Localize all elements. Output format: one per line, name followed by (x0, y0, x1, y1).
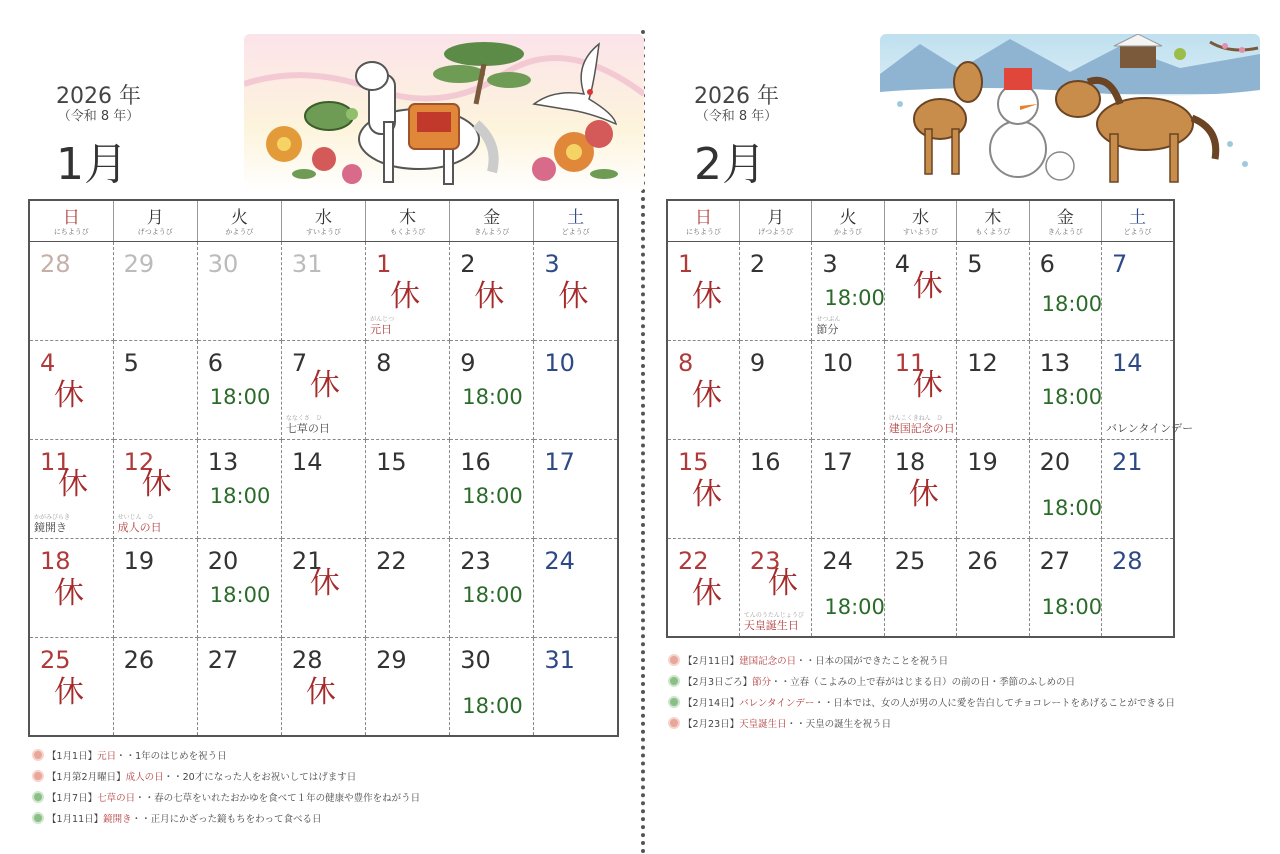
flower-icon (668, 696, 680, 708)
calendar-body (29, 241, 618, 736)
time-label: 18:00 (462, 483, 523, 508)
week-row (667, 340, 1174, 439)
weekday-ruby: すいようび (902, 227, 938, 236)
closed-mark: 休 (474, 278, 505, 314)
note-ruby: せつぶん (816, 315, 841, 323)
legend-item (32, 789, 420, 810)
note-ruby: かがみびらき (34, 513, 71, 521)
day-cell[interactable] (29, 340, 113, 439)
week-row (667, 439, 1174, 538)
weekday-ruby: にちようび (685, 227, 721, 236)
day-note: バレンタインデー (1106, 421, 1194, 435)
weekday-header (450, 200, 534, 241)
weekday-label: 日 (62, 207, 80, 228)
day-cell[interactable] (113, 439, 197, 538)
weekday-ruby: すいようび (305, 227, 341, 236)
weekday-header (957, 200, 1029, 241)
year-block (56, 84, 141, 124)
closed-mark: 休 (309, 367, 340, 403)
week-row (29, 637, 618, 736)
weekday-ruby: かようび (225, 227, 254, 236)
day-note: 成人の日 (117, 520, 162, 534)
day-cell[interactable] (667, 340, 739, 439)
weekday-ruby: かようび (834, 227, 863, 236)
legend-event-name: 七草の日 (97, 793, 136, 804)
day-cell[interactable] (534, 439, 618, 538)
day-number: 7 (1112, 249, 1128, 278)
day-number: 26 (967, 546, 998, 575)
legend-item (32, 768, 420, 789)
time-label: 18:00 (462, 693, 523, 718)
day-number: 12 (967, 348, 998, 377)
week-row (667, 241, 1174, 340)
time-label: 18:00 (824, 285, 885, 310)
weekday-label: 木 (984, 207, 1002, 228)
day-cell[interactable] (667, 538, 739, 637)
day-number: 28 (291, 645, 323, 674)
time-label: 18:00 (462, 582, 523, 607)
closed-mark: 休 (309, 565, 340, 601)
legend-description: ・・1年のはじめを祝う日 (116, 751, 227, 762)
day-cell[interactable] (29, 439, 113, 538)
day-number: 17 (544, 447, 575, 476)
day-note: 元日 (370, 322, 393, 336)
day-cell[interactable] (957, 538, 1029, 637)
flower-icon (668, 654, 680, 666)
day-number: 20 (207, 546, 239, 575)
legend-item (668, 694, 1175, 715)
weekday-header (1029, 200, 1101, 241)
legend-event-name: 元日 (97, 751, 117, 762)
legend-item (32, 810, 420, 831)
day-number: 8 (678, 348, 694, 377)
month-title: 2月 (694, 139, 766, 190)
closed-mark: 休 (141, 466, 172, 502)
note-ruby: てんのうたんじょうび (743, 612, 804, 619)
day-cell[interactable] (113, 538, 197, 637)
closed-mark: 休 (305, 674, 336, 710)
weekday-ruby: もくようび (390, 227, 426, 236)
weekday-header (667, 200, 739, 241)
era-label: （令和 8 年） (695, 109, 778, 124)
day-number: 10 (822, 348, 853, 377)
day-number: 31 (544, 645, 575, 674)
day-cell[interactable] (534, 241, 618, 340)
day-number: 9 (749, 348, 766, 377)
day-number: 1 (376, 249, 392, 278)
day-cell[interactable] (197, 538, 281, 637)
legend-event-name: バレンタインデー (739, 698, 815, 709)
weekday-label: 月 (767, 207, 785, 228)
day-cell[interactable] (1102, 241, 1174, 340)
legend-item (32, 747, 420, 768)
closed-mark: 休 (54, 377, 84, 413)
time-label: 18:00 (1041, 384, 1103, 409)
weekday-header (197, 200, 281, 241)
time-label: 18:00 (824, 594, 885, 619)
year-label: 2026 年 (56, 84, 141, 109)
day-cell[interactable] (884, 538, 956, 637)
day-cell[interactable] (739, 538, 811, 637)
day-number: 6 (1039, 249, 1055, 278)
day-number: 25 (40, 645, 71, 674)
day-cell[interactable] (450, 538, 534, 637)
day-cell[interactable] (197, 439, 281, 538)
year-block (694, 84, 779, 124)
day-number: 14 (291, 447, 323, 476)
day-number: 22 (678, 546, 709, 575)
weekday-label: 金 (1056, 207, 1074, 228)
closed-mark: 休 (54, 575, 84, 611)
weekday-header (281, 200, 365, 241)
day-number: 27 (1039, 546, 1071, 575)
day-cell[interactable] (29, 538, 113, 637)
day-cell[interactable] (450, 340, 534, 439)
legend-date: 【1月1日】 (47, 751, 98, 762)
weekday-header (366, 200, 450, 241)
legend-date: 【2月23日】 (683, 719, 740, 730)
legend-event-name: 節分 (752, 677, 772, 688)
day-number: 12 (123, 447, 155, 476)
week-row (29, 538, 618, 637)
week-row (667, 538, 1174, 637)
note-ruby: せいじん ひ (117, 513, 154, 521)
time-label: 18:00 (1041, 594, 1103, 619)
weekday-ruby: どようび (561, 227, 590, 236)
day-number: 16 (460, 447, 491, 476)
legend-date: 【1月7日】 (47, 793, 98, 804)
legend-description: ・・正月にかざった鏡もちをわって食べる日 (131, 814, 322, 825)
day-cell[interactable] (957, 340, 1029, 439)
day-note: 鏡開き (34, 520, 67, 534)
weekday-ruby: もくようび (975, 227, 1011, 236)
new-year-illustration (244, 34, 644, 192)
weekday-label: 土 (1129, 207, 1147, 228)
day-cell[interactable] (812, 340, 884, 439)
day-cell[interactable] (1029, 538, 1101, 637)
day-number: 23 (749, 546, 781, 575)
day-number: 2 (749, 249, 766, 278)
day-cell[interactable] (1102, 538, 1174, 637)
weekday-header-row (667, 200, 1174, 241)
holiday-legend (32, 747, 420, 831)
day-cell[interactable] (739, 340, 811, 439)
weekday-label: 土 (567, 207, 585, 228)
day-number: 21 (1112, 447, 1143, 476)
day-number: 18 (894, 447, 926, 476)
legend-description: ・・天皇の誕生を祝う日 (786, 719, 892, 730)
legend-date: 【2月11日】 (683, 656, 740, 667)
day-cell[interactable] (739, 241, 811, 340)
day-number: 17 (822, 447, 853, 476)
weekday-label: 日 (694, 207, 712, 228)
winter-illustration (880, 34, 1260, 192)
flower-icon (32, 749, 44, 761)
day-number: 15 (678, 447, 709, 476)
era-label: （令和 8 年） (57, 109, 140, 124)
day-cell[interactable] (281, 439, 365, 538)
week-row (29, 241, 618, 340)
legend-date: 【1月11日】 (47, 814, 104, 825)
day-cell[interactable] (197, 340, 281, 439)
legend-description: ・・日本では、女の人が男の人に愛を告白してチョコレートをあげることができる日 (814, 698, 1176, 709)
day-cell[interactable] (366, 340, 450, 439)
day-number: 2 (460, 249, 476, 278)
day-number: 19 (967, 447, 998, 476)
day-cell[interactable] (281, 637, 365, 736)
day-number: 5 (967, 249, 983, 278)
day-number: 13 (1039, 348, 1071, 377)
weekday-ruby: きんようび (474, 227, 510, 236)
note-ruby: がんじつ (370, 315, 395, 323)
time-label: 18:00 (209, 483, 271, 508)
legend-date: 【2月3日ごろ】 (683, 677, 753, 688)
day-note: 建国記念の日 (888, 421, 955, 435)
day-number: 8 (376, 348, 392, 377)
day-note: 節分 (816, 322, 839, 336)
flower-icon (668, 717, 680, 729)
day-number: 28 (1112, 546, 1143, 575)
holiday-legend (668, 652, 1175, 736)
weekday-ruby: げつようび (758, 227, 794, 236)
weekday-label: 水 (911, 207, 929, 228)
closed-mark: 休 (912, 367, 943, 403)
day-number: 31 (291, 249, 323, 278)
day-note: 天皇誕生日 (743, 619, 799, 632)
day-number: 9 (460, 348, 476, 377)
note-ruby: けんこくきねん ひ (888, 414, 943, 422)
flower-icon (32, 791, 44, 803)
note-ruby: ななくさ ひ (285, 414, 322, 422)
weekday-header (534, 200, 618, 241)
day-cell[interactable] (450, 637, 534, 736)
day-cell[interactable] (281, 538, 365, 637)
day-cell[interactable] (957, 439, 1029, 538)
weekday-ruby: にちようび (53, 227, 89, 236)
day-cell[interactable] (812, 538, 884, 637)
day-cell[interactable] (1029, 241, 1101, 340)
day-cell[interactable] (957, 241, 1029, 340)
day-cell[interactable] (812, 241, 884, 340)
legend-item (668, 652, 1175, 673)
february-page (666, 0, 1280, 854)
closed-mark: 休 (692, 575, 722, 611)
weekday-ruby: きんようび (1047, 227, 1083, 236)
day-number: 23 (460, 546, 491, 575)
closed-mark: 休 (767, 565, 798, 601)
closed-mark: 休 (58, 466, 88, 502)
weekday-header (29, 200, 113, 241)
day-number: 30 (460, 645, 491, 674)
day-number: 3 (822, 249, 838, 278)
flower-icon (668, 675, 680, 687)
day-number: 7 (291, 348, 308, 377)
legend-description: ・・春の七草をいれたおかゆを食べて１年の健康や豊作をねがう日 (135, 793, 421, 804)
day-cell[interactable] (1029, 439, 1101, 538)
day-cell[interactable] (534, 538, 618, 637)
day-number: 24 (544, 546, 575, 575)
weekday-header (812, 200, 884, 241)
legend-event-name: 天皇誕生日 (739, 719, 787, 730)
day-number: 29 (376, 645, 407, 674)
day-cell[interactable] (450, 439, 534, 538)
day-cell[interactable] (884, 439, 956, 538)
day-cell[interactable] (113, 637, 197, 736)
day-cell[interactable] (739, 439, 811, 538)
closed-mark: 休 (692, 476, 722, 512)
day-note: 七草の日 (285, 421, 330, 435)
calendar-grid (666, 199, 1194, 638)
day-number: 30 (207, 249, 239, 278)
day-cell[interactable] (884, 241, 956, 340)
closed-mark: 休 (54, 674, 84, 710)
legend-item (668, 715, 1175, 736)
day-number: 24 (822, 546, 853, 575)
day-number: 3 (544, 249, 560, 278)
time-label: 18:00 (209, 384, 271, 409)
day-number: 19 (123, 546, 155, 575)
time-label: 18:00 (1041, 495, 1103, 520)
day-number: 11 (40, 447, 71, 476)
day-number: 6 (207, 348, 224, 377)
day-cell[interactable] (667, 439, 739, 538)
weekday-header (1102, 200, 1174, 241)
legend-description: ・・立春（こよみの上で春がはじまる日）の前の日・季節のふしめの日 (771, 677, 1076, 688)
year-label: 2026 年 (694, 84, 779, 109)
week-row (29, 439, 618, 538)
day-number: 21 (291, 546, 323, 575)
day-cell[interactable] (366, 439, 450, 538)
day-number: 1 (678, 249, 694, 278)
closed-mark: 休 (692, 278, 722, 314)
weekday-header (739, 200, 811, 241)
time-label: 18:00 (209, 582, 271, 607)
legend-event-name: 成人の日 (125, 772, 164, 783)
weekday-header-row (29, 200, 618, 241)
weekday-label: 火 (230, 207, 248, 228)
day-cell[interactable] (197, 637, 281, 736)
day-cell[interactable] (667, 241, 739, 340)
weekday-label: 月 (146, 207, 164, 228)
day-cell[interactable] (29, 637, 113, 736)
day-number: 13 (207, 447, 239, 476)
legend-event-name: 建国記念の日 (739, 656, 797, 667)
legend-description: ・・20才になった人をお祝いしてはげます日 (163, 772, 357, 783)
weekday-label: 金 (483, 207, 501, 228)
flower-icon (32, 812, 44, 824)
closed-mark: 休 (908, 476, 939, 512)
day-cell[interactable] (281, 340, 365, 439)
calendar-body (667, 241, 1194, 637)
day-cell[interactable] (1029, 340, 1101, 439)
day-number: 18 (40, 546, 71, 575)
day-cell[interactable] (1102, 439, 1174, 538)
day-cell[interactable] (113, 241, 197, 340)
day-number: 10 (544, 348, 575, 377)
legend-description: ・・日本の国ができたことを祝う日 (796, 656, 949, 667)
legend-date: 【2月14日】 (683, 698, 740, 709)
day-cell[interactable] (29, 241, 113, 340)
weekday-header (113, 200, 197, 241)
day-number: 16 (749, 447, 781, 476)
day-number: 5 (123, 348, 139, 377)
day-number: 22 (376, 546, 407, 575)
weekday-label: 木 (399, 207, 417, 228)
day-cell[interactable] (534, 637, 618, 736)
day-cell[interactable] (281, 241, 365, 340)
month-title: 1月 (56, 139, 128, 190)
week-row (29, 340, 618, 439)
day-cell[interactable] (113, 340, 197, 439)
day-cell[interactable] (450, 241, 534, 340)
day-number: 14 (1112, 348, 1143, 377)
day-number: 28 (40, 249, 71, 278)
time-label: 18:00 (1041, 291, 1103, 316)
day-number: 27 (207, 645, 239, 674)
day-number: 4 (40, 348, 56, 377)
time-label: 18:00 (462, 384, 523, 409)
legend-event-name: 鏡開き (103, 814, 132, 825)
weekday-header (884, 200, 956, 241)
closed-mark: 休 (912, 268, 943, 304)
day-cell[interactable] (366, 241, 450, 340)
weekday-ruby: どようび (1123, 227, 1152, 236)
weekday-ruby: げつようび (137, 227, 173, 236)
day-number: 29 (123, 249, 155, 278)
day-cell[interactable] (366, 538, 450, 637)
day-cell[interactable] (366, 637, 450, 736)
legend-item (668, 673, 1175, 694)
closed-mark: 休 (692, 377, 722, 413)
day-number: 26 (123, 645, 155, 674)
day-cell[interactable] (1102, 340, 1194, 439)
weekday-label: 火 (839, 207, 857, 228)
day-number: 4 (894, 249, 911, 278)
day-number: 25 (894, 546, 926, 575)
day-cell[interactable] (812, 439, 884, 538)
weekday-label: 水 (314, 207, 332, 228)
calendar-grid (28, 199, 619, 737)
january-page (28, 0, 648, 854)
day-cell[interactable] (534, 340, 618, 439)
day-number: 20 (1039, 447, 1071, 476)
day-number: 11 (894, 348, 926, 377)
day-number: 15 (376, 447, 407, 476)
legend-date: 【1月第2月曜日】 (47, 772, 126, 783)
closed-mark: 休 (390, 278, 421, 314)
day-cell[interactable] (884, 340, 956, 439)
closed-mark: 休 (558, 278, 589, 314)
day-cell[interactable] (197, 241, 281, 340)
flower-icon (32, 770, 44, 782)
